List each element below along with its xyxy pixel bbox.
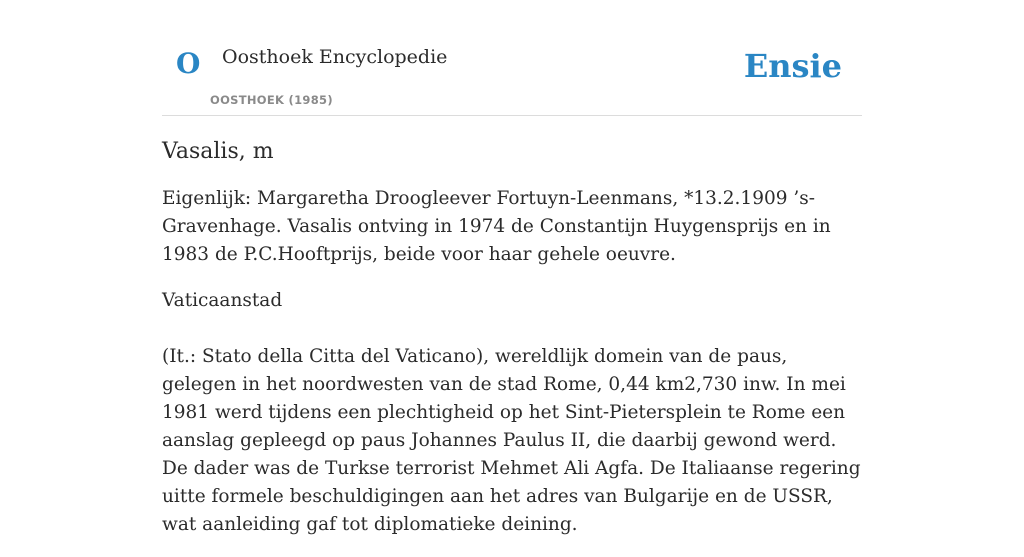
source-subtitle: OOSTHOEK (1985)	[210, 93, 333, 107]
page	[162, 0, 862, 535]
brand-logo-link[interactable]: Ensie	[743, 47, 842, 85]
source-logo: O	[176, 47, 201, 80]
second-entry-title: Vaticaanstad	[162, 289, 283, 311]
source-header	[162, 0, 862, 116]
article-content	[162, 138, 862, 557]
entry-paragraph: Eigenlijk: Margaretha Droogleever Fortuyn-Leenmans, *13.2.1909 ’s-Gravenhage. Vasalis ontving in 1974 de Constantijn Huygensprijs en in 1983 de P.C.Hooftprijs, beide voor haar gehele oeuvre.	[162, 187, 831, 265]
source-title[interactable]: Oosthoek Encyclopedie	[222, 46, 448, 68]
entry-title: Vasalis, m	[162, 139, 274, 164]
second-entry-paragraph: (It.: Stato della Citta del Vaticano), wereldlijk domein van de paus, gelegen in het noordwesten van de stad Rome, 0,44 km2,730 inw. In mei 1981 werd tijdens een plechtigheid op het Sint-Pietersplein te Rome een aanslag gepleegd op paus Johannes Paulus II, die daarbij gewond werd. De dader was de Turkse terrorist Mehmet Ali Agfa. De Italiaanse regering uitte formele beschuldigingen aan het adres van Bulgarije en de USSR, wat aanleiding gaf tot diplomatieke deining.	[162, 345, 861, 535]
